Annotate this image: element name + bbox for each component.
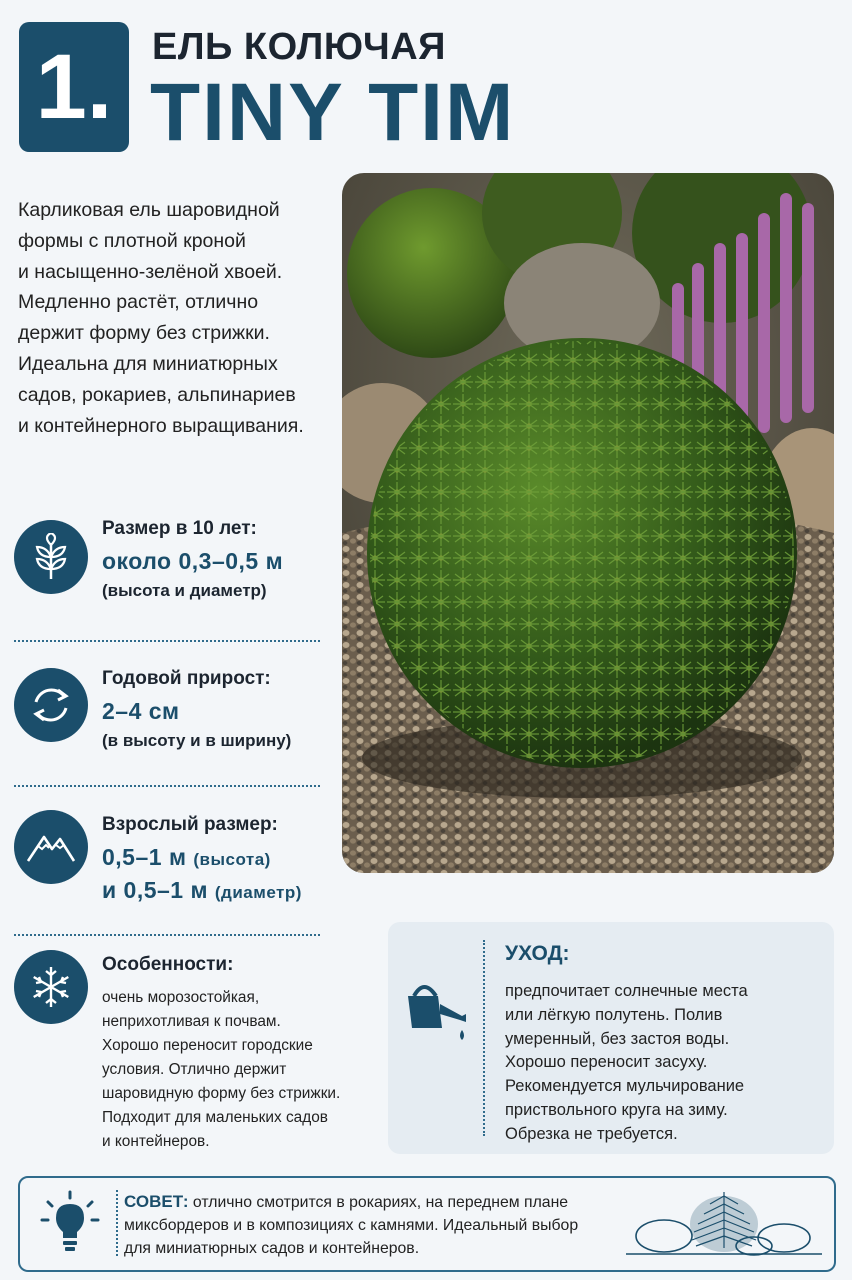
intro-line: садов, рокариев, альпинариев (18, 383, 296, 406)
description-line: Подходит для маленьких садов (102, 1109, 328, 1126)
mountain-icon (14, 810, 88, 884)
intro-description (18, 195, 328, 441)
feature-title: Размер в 10 лет: (102, 518, 257, 539)
tip-line (124, 1190, 614, 1214)
feature-text (102, 810, 342, 904)
care-divider (483, 940, 485, 1136)
intro-line: и насыщенно-зелёной хвоей. (18, 260, 283, 283)
care-text (505, 980, 825, 1147)
tip-line: миксбордеров и в композициях с камнями. Идеальный выбор (124, 1217, 579, 1234)
snowflake-icon (14, 950, 88, 1024)
feature-title: Особенности: (102, 954, 234, 975)
divider (14, 785, 320, 787)
cycle-arrows-icon (14, 668, 88, 742)
feature-special (14, 950, 341, 1160)
intro-line: держит форму без стрижки. (18, 322, 270, 345)
value-prefix: и (102, 877, 117, 903)
care-line: или лёгкую полутень. Полив (505, 1005, 723, 1024)
feature-value: 2–4 см (102, 698, 180, 724)
intro-line: Карликовая ель шаровидной (18, 199, 280, 221)
feature-text (102, 950, 342, 1154)
care-line: приствольного круга на зиму. (505, 1100, 728, 1119)
tip-label: СОВЕТ: (124, 1192, 189, 1211)
description-line: и контейнеров. (102, 1133, 210, 1150)
number-badge: 1. (19, 22, 129, 152)
feature-value-height (102, 844, 342, 871)
feature-note: (в высоту и в ширину) (102, 731, 292, 750)
feature-note: (высота и диаметр) (102, 581, 267, 600)
divider (14, 640, 320, 642)
care-line: Хорошо переносит засуху. (505, 1053, 708, 1072)
feature-value: около 0,3–0,5 м (102, 548, 284, 574)
value-diameter: 0,5–1 м (123, 877, 208, 903)
feature-description (102, 986, 342, 1154)
feature-text (102, 514, 342, 601)
intro-line: и контейнерного выращивания. (18, 414, 304, 437)
watering-can-icon (404, 974, 470, 1053)
sprout-icon (14, 520, 88, 594)
unit-diameter: (диаметр) (214, 883, 302, 902)
description-line: Хорошо переносит городские (102, 1037, 313, 1054)
description-line: шаровидную форму без стрижки. (102, 1085, 341, 1102)
care-line: Обрезка не требуется. (505, 1124, 678, 1143)
description-line: неприхотливая к почвам. (102, 1013, 281, 1030)
tip-text (124, 1190, 614, 1260)
tip-line: для миниатюрных садов и контейнеров. (124, 1240, 420, 1257)
tip-divider (116, 1190, 118, 1256)
feature-text (102, 664, 342, 751)
rock-garden-sketch (624, 1182, 824, 1267)
species-subtitle: ЕЛЬ КОЛЮЧАЯ (152, 26, 446, 68)
feature-title: Годовой прирост: (102, 668, 271, 689)
lightbulb-icon (40, 1190, 100, 1261)
tip-banner (18, 1176, 836, 1272)
intro-line: формы с плотной кроной (18, 229, 246, 252)
unit-height: (высота) (193, 850, 271, 869)
intro-line: Идеальна для миниатюрных (18, 352, 278, 375)
cultivar-title: TINY TIM (150, 67, 516, 158)
feature-size-10-years (14, 514, 324, 634)
care-line: предпочитает солнечные места (505, 982, 748, 1000)
care-line: умеренный, без застоя воды. (505, 1029, 730, 1048)
value-height: 0,5–1 м (102, 844, 187, 870)
care-line: Рекомендуется мульчирование (505, 1077, 745, 1096)
divider (14, 934, 320, 936)
description-line: очень морозостойкая, (102, 989, 260, 1006)
feature-annual-growth (14, 664, 324, 774)
care-panel (388, 922, 834, 1154)
feature-adult-size (14, 810, 324, 920)
spruce-photo (342, 173, 834, 873)
description-line: условия. Отлично держит (102, 1061, 287, 1078)
intro-line: Медленно растёт, отлично (18, 291, 259, 314)
care-title: УХОД: (505, 942, 570, 965)
tip-line-text: отлично смотрится в рокариях, на переднем плане (188, 1194, 569, 1211)
feature-value-diameter (102, 877, 342, 904)
feature-title: Взрослый размер: (102, 814, 278, 835)
